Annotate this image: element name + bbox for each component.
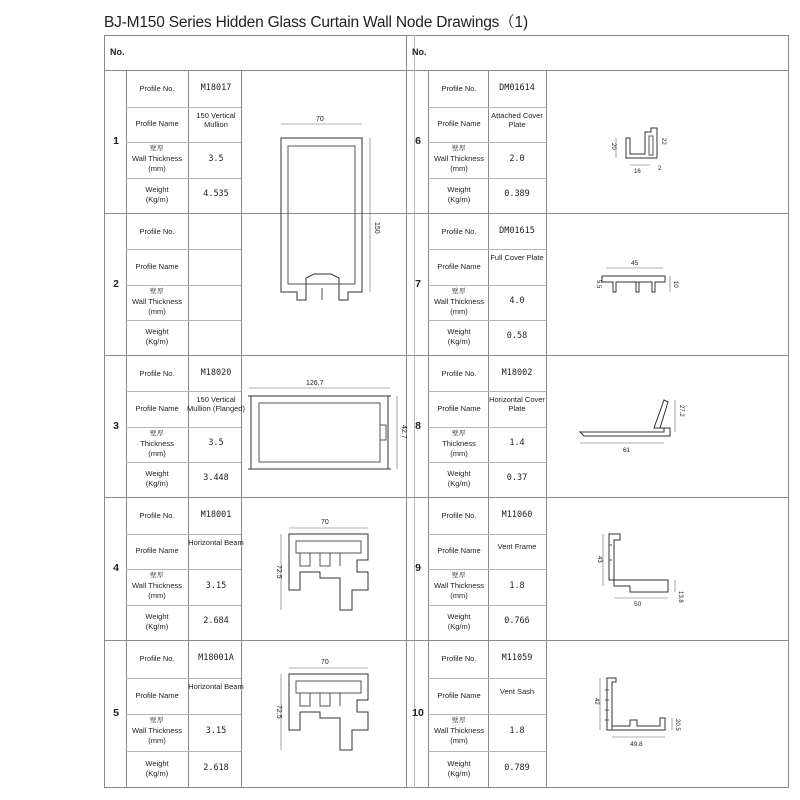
profile-no-value: M18001 [200,509,232,520]
row-number: 3 [113,419,119,432]
profile-no-label: Profile No. [139,368,175,378]
drawing-row-9 [603,534,675,598]
wall-thickness-cn-label: 壁厚 [150,717,164,724]
profile-no-label: Profile No. [441,654,477,664]
wall-thickness-unit-label: (mm) [450,164,468,173]
header-no-right: No. [412,47,427,57]
wall-thickness-label [126,716,188,746]
weight-value: 0.58 [506,331,528,342]
weight-text: Weight [447,327,471,337]
drawing-row-7 [602,268,670,292]
wall-thickness-value: 1.4 [509,438,525,449]
wall-thickness-value: 4.0 [509,296,525,307]
row-number: 10 [412,707,424,719]
profile-name-value: Horizontal Beam [188,682,244,692]
weight-text: Weight [447,469,471,479]
wall-thickness-label [126,429,188,459]
weight-unit-text: (Kg/m) [447,768,471,778]
weight-unit-text: (Kg/m) [145,479,169,489]
wall-thickness-label [126,571,188,601]
dim-label: 13.8 [677,591,683,603]
weight-value: 0.37 [506,473,528,484]
wall-thickness-en-label: Thickness [442,438,476,448]
wall-thickness-unit-label: (mm) [450,448,468,458]
profile-name-value: Attached Cover Plate [491,110,543,129]
profile-no-value: M18020 [200,367,232,378]
profile-name-value: Vent Sash [499,686,535,696]
weight-label [428,612,490,632]
wall-thickness-unit-label: (mm) [450,736,468,745]
weight-label [126,612,188,632]
profile-name-value: Horizontal Cover Plate [489,395,545,414]
wall-thickness-cn-label: 壁厚 [452,572,466,579]
dim-label: 72.5 [275,565,282,579]
dim-label: 22 [660,138,666,145]
weight-unit-text: (Kg/m) [145,622,169,632]
dim-label: 27.2 [678,405,684,417]
profile-no-label: Profile No. [441,368,477,378]
weight-label [428,469,490,489]
dim-label: 49.8 [630,741,643,748]
drawing-row-6 [616,128,657,165]
row-number: 5 [113,707,119,719]
row-number: 4 [113,562,119,574]
weight-unit-text: (Kg/m) [145,768,169,778]
profile-name-label: Profile Name [135,119,179,129]
wall-thickness-label [126,144,188,174]
wall-thickness-label [428,287,490,317]
profile-name-value: Full Cover Plate [490,253,544,263]
dim-label: 20.5 [674,719,680,731]
drawing-row-4 [281,528,368,610]
wall-thickness-en-label: Wall Thickness [131,726,182,735]
weight-text: Weight [145,327,169,337]
weight-unit-text: (Kg/m) [447,195,471,205]
row-number: 8 [415,419,421,432]
wall-thickness-label [126,287,188,317]
weight-label [428,327,490,347]
profile-no-value: M18002 [501,367,533,378]
profile-name-label: Profile Name [437,690,481,700]
profile-name-label: Profile Name [135,261,179,271]
dim-label: 150 [373,222,380,234]
wall-thickness-cn-label: 壁厚 [150,287,164,295]
wall-thickness-label [428,716,490,746]
wall-thickness-en-label: Wall Thickness [131,154,182,163]
wall-thickness-label [428,571,490,601]
profile-no-label: Profile No. [139,83,175,93]
drawing-row-1 [281,124,370,300]
wall-thickness-cn-label: 壁厚 [452,287,466,295]
wall-thickness-unit-label: (mm) [148,736,166,745]
wall-thickness-en-label: Thickness [140,438,174,448]
row-number: 2 [113,277,119,290]
weight-value: 2.684 [203,616,229,627]
profile-name-label: Profile Name [135,403,179,413]
weight-unit-text: (Kg/m) [145,337,169,347]
weight-text: Weight [145,758,169,768]
profile-name-value: 150 Vertical Mullion (Flanged) [187,395,245,414]
weight-text: Weight [447,612,471,622]
profile-name-value: Vent Frame [497,542,537,552]
dim-label: 61 [623,447,631,454]
profile-name-label: Profile Name [437,546,481,556]
profile-name-value: Horizontal Beam [188,537,244,547]
weight-value: 2.618 [203,762,229,773]
wall-thickness-value: 1.8 [509,580,525,591]
profile-no-label: Profile No. [441,226,477,236]
dim-label: 70 [316,116,324,123]
dim-label: 10 [672,281,678,288]
wall-thickness-value: 3.5 [208,153,224,164]
weight-label [126,327,188,347]
wall-thickness-cn-label: 壁厚 [452,717,466,724]
dim-label: 45 [631,260,639,267]
dim-label: 16 [634,169,641,175]
dim-label: 43 [596,556,602,563]
dim-label: 70 [321,659,329,666]
weight-label [126,469,188,489]
wall-thickness-en-label: Wall Thickness [433,581,484,590]
profile-no-value: M11059 [501,653,533,664]
profile-no-value: M18017 [200,82,232,93]
weight-label [428,185,490,205]
profile-no-value: M11060 [501,509,533,520]
wall-thickness-cn-label: 壁厚 [150,572,164,579]
weight-value: 0.389 [504,189,530,200]
profile-name-label: Profile Name [135,546,179,556]
dim-label: 50 [634,601,642,608]
wall-thickness-value: 3.15 [205,580,227,591]
weight-unit-text: (Kg/m) [145,195,169,205]
wall-thickness-unit-label: (mm) [148,591,166,600]
row-number: 7 [415,277,421,290]
profile-name-label: Profile Name [437,261,481,271]
wall-thickness-unit-label: (mm) [148,448,166,458]
profile-no-label: Profile No. [139,226,175,236]
weight-value: 0.766 [504,616,530,627]
wall-thickness-cn-label: 壁厚 [452,429,466,437]
weight-unit-text: (Kg/m) [447,337,471,347]
weight-value: 4.535 [203,189,229,200]
drawing-row-10 [600,678,672,737]
wall-thickness-label [428,144,490,174]
wall-thickness-unit-label: (mm) [450,306,468,316]
dim-label: 42 [593,698,599,705]
wall-thickness-unit-label: (mm) [450,591,468,600]
profile-name-label: Profile Name [437,119,481,129]
wall-thickness-en-label: Wall Thickness [433,296,484,306]
dim-label: 2 [658,166,662,172]
profile-no-label: Profile No. [441,83,477,93]
wall-thickness-label [428,429,490,459]
weight-value: 3.448 [203,473,229,484]
row-number: 6 [415,135,421,147]
profile-no-label: Profile No. [139,510,175,520]
weight-text: Weight [145,185,169,195]
weight-label [126,759,188,779]
wall-thickness-en-label: Wall Thickness [433,154,484,163]
wall-thickness-cn-label: 壁厚 [150,429,164,437]
drawing-row-5 [281,668,368,750]
dim-label: 70 [321,519,329,526]
wall-thickness-unit-label: (mm) [148,306,166,316]
weight-label [126,185,188,205]
profile-name-label: Profile Name [437,403,481,413]
profile-no-value: DM01615 [499,225,535,236]
profile-no-label: Profile No. [441,510,477,520]
wall-thickness-en-label: Wall Thickness [131,296,182,306]
dim-label: 72.5 [275,705,282,719]
drawing-row-3 [248,388,397,469]
weight-label [428,759,490,779]
row-number: 1 [113,135,119,147]
weight-unit-text: (Kg/m) [447,622,471,632]
wall-thickness-value: 3.15 [205,726,227,737]
weight-value: 0.789 [504,762,530,773]
profile-no-value: DM01614 [499,82,535,93]
wall-thickness-cn-label: 壁厚 [452,145,466,152]
weight-text: Weight [447,758,471,768]
wall-thickness-cn-label: 壁厚 [150,145,164,152]
wall-thickness-en-label: Wall Thickness [131,581,182,590]
header-no-left: No. [110,47,125,57]
weight-unit-text: (Kg/m) [447,479,471,489]
wall-thickness-value: 1.8 [509,726,525,737]
weight-text: Weight [145,469,169,479]
weight-text: Weight [447,185,471,195]
dim-label: 42.7 [400,425,407,439]
wall-thickness-unit-label: (mm) [148,164,166,173]
dim-label: 20 [610,143,616,150]
profile-name-label: Profile Name [135,690,179,700]
drawing-row-8 [580,400,675,443]
page-title: BJ-M150 Series Hidden Glass Curtain Wall Node Drawings（1) [104,14,528,31]
wall-thickness-value: 2.0 [509,153,525,164]
row-number: 9 [415,562,421,574]
profile-no-label: Profile No. [139,654,175,664]
profile-no-value: M18001A [198,653,234,664]
weight-text: Weight [145,612,169,622]
dim-label: 5.5 [595,280,601,289]
wall-thickness-value: 3.5 [208,438,224,449]
wall-thickness-en-label: Wall Thickness [433,726,484,735]
dim-label: 126.7 [306,380,324,387]
profile-name-value: 150 Vertical Mullion [196,110,236,129]
